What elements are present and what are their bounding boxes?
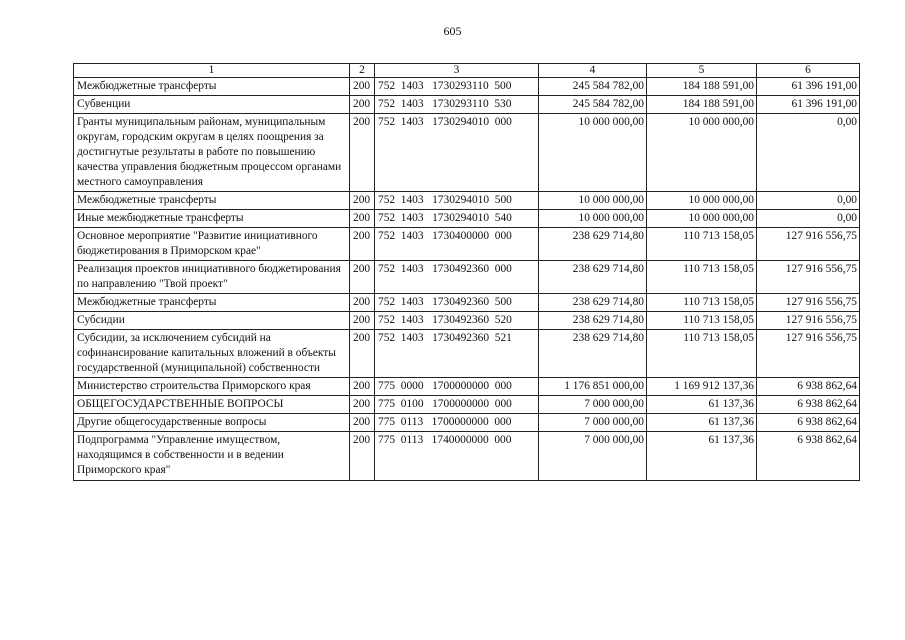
row-code-cell: 752 1403 1730492360 000 bbox=[375, 261, 539, 294]
row-value-col5: 110 713 158,05 bbox=[647, 261, 757, 294]
row-value-col4: 238 629 714,80 bbox=[539, 294, 647, 312]
row-name-cell: Министерство строительства Приморского края bbox=[74, 378, 350, 396]
row-section-cell: 200 bbox=[350, 378, 375, 396]
row-code-cell: 775 0113 1700000000 000 bbox=[375, 414, 539, 432]
row-section-cell: 200 bbox=[350, 330, 375, 378]
row-value-col5: 1 169 912 137,36 bbox=[647, 378, 757, 396]
row-section-cell: 200 bbox=[350, 414, 375, 432]
column-header-3: 3 bbox=[375, 64, 539, 78]
row-name-cell: Субсидии bbox=[74, 312, 350, 330]
table-row bbox=[74, 294, 860, 312]
row-name-cell: Субсидии, за исключением субсидий на софинансирование капитальных вложений в объекты государственной (муниципальной) собственности bbox=[74, 330, 350, 378]
row-value-col4: 238 629 714,80 bbox=[539, 261, 647, 294]
row-value-col6: 6 938 862,64 bbox=[757, 432, 860, 481]
row-value-col5: 10 000 000,00 bbox=[647, 192, 757, 210]
row-value-col5: 110 713 158,05 bbox=[647, 330, 757, 378]
row-name-cell: Другие общегосударственные вопросы bbox=[74, 414, 350, 432]
row-value-col6: 0,00 bbox=[757, 210, 860, 228]
row-name-cell: Реализация проектов инициативного бюджетирования по направлению "Твой проект" bbox=[74, 261, 350, 294]
row-value-col5: 10 000 000,00 bbox=[647, 114, 757, 192]
row-value-col6: 61 396 191,00 bbox=[757, 78, 860, 96]
row-section-cell: 200 bbox=[350, 192, 375, 210]
row-code-cell: 775 0113 1740000000 000 bbox=[375, 432, 539, 481]
row-section-cell: 200 bbox=[350, 114, 375, 192]
row-value-col6: 127 916 556,75 bbox=[757, 228, 860, 261]
row-code-cell: 752 1403 1730293110 530 bbox=[375, 96, 539, 114]
row-name-cell: Субвенции bbox=[74, 96, 350, 114]
row-code-cell: 752 1403 1730492360 500 bbox=[375, 294, 539, 312]
row-value-col4: 1 176 851 000,00 bbox=[539, 378, 647, 396]
row-code-cell: 752 1403 1730294010 540 bbox=[375, 210, 539, 228]
row-name-cell: Иные межбюджетные трансферты bbox=[74, 210, 350, 228]
table-row bbox=[74, 432, 860, 481]
row-value-col6: 6 938 862,64 bbox=[757, 414, 860, 432]
row-value-col4: 238 629 714,80 bbox=[539, 312, 647, 330]
row-code-cell: 752 1403 1730294010 500 bbox=[375, 192, 539, 210]
column-header-5: 5 bbox=[647, 64, 757, 78]
row-value-col4: 238 629 714,80 bbox=[539, 330, 647, 378]
row-code-cell: 752 1403 1730492360 521 bbox=[375, 330, 539, 378]
row-name-cell: Межбюджетные трансферты bbox=[74, 78, 350, 96]
row-value-col6: 0,00 bbox=[757, 192, 860, 210]
row-value-col4: 238 629 714,80 bbox=[539, 228, 647, 261]
table-row bbox=[74, 78, 860, 96]
row-code-cell: 775 0100 1700000000 000 bbox=[375, 396, 539, 414]
row-value-col4: 245 584 782,00 bbox=[539, 78, 647, 96]
table-row bbox=[74, 228, 860, 261]
row-value-col4: 7 000 000,00 bbox=[539, 396, 647, 414]
row-value-col5: 10 000 000,00 bbox=[647, 210, 757, 228]
row-code-cell: 752 1403 1730294010 000 bbox=[375, 114, 539, 192]
row-value-col5: 110 713 158,05 bbox=[647, 228, 757, 261]
row-name-cell: ОБЩЕГОСУДАРСТВЕННЫЕ ВОПРОСЫ bbox=[74, 396, 350, 414]
row-code-cell: 775 0000 1700000000 000 bbox=[375, 378, 539, 396]
row-value-col6: 0,00 bbox=[757, 114, 860, 192]
row-name-cell: Межбюджетные трансферты bbox=[74, 294, 350, 312]
row-name-cell: Основное мероприятие "Развитие инициативного бюджетирования в Приморском крае" bbox=[74, 228, 350, 261]
row-value-col5: 110 713 158,05 bbox=[647, 294, 757, 312]
row-section-cell: 200 bbox=[350, 78, 375, 96]
table-row bbox=[74, 114, 860, 192]
table-row bbox=[74, 414, 860, 432]
row-value-col6: 127 916 556,75 bbox=[757, 330, 860, 378]
row-value-col6: 127 916 556,75 bbox=[757, 294, 860, 312]
row-value-col6: 6 938 862,64 bbox=[757, 378, 860, 396]
row-value-col4: 7 000 000,00 bbox=[539, 432, 647, 481]
row-section-cell: 200 bbox=[350, 261, 375, 294]
row-value-col5: 61 137,36 bbox=[647, 432, 757, 481]
row-code-cell: 752 1403 1730492360 520 bbox=[375, 312, 539, 330]
row-code-cell: 752 1403 1730293110 500 bbox=[375, 78, 539, 96]
row-section-cell: 200 bbox=[350, 210, 375, 228]
table-header-row bbox=[74, 64, 860, 78]
column-header-1: 1 bbox=[74, 64, 350, 78]
row-section-cell: 200 bbox=[350, 432, 375, 481]
row-value-col4: 10 000 000,00 bbox=[539, 114, 647, 192]
table-row bbox=[74, 96, 860, 114]
row-value-col5: 184 188 591,00 bbox=[647, 96, 757, 114]
row-value-col5: 110 713 158,05 bbox=[647, 312, 757, 330]
column-header-2: 2 bbox=[350, 64, 375, 78]
row-name-cell: Подпрограмма "Управление имуществом, находящимся в собственности и в ведении Приморского края" bbox=[74, 432, 350, 481]
table-row bbox=[74, 312, 860, 330]
column-header-6: 6 bbox=[757, 64, 860, 78]
row-value-col4: 10 000 000,00 bbox=[539, 210, 647, 228]
table-row bbox=[74, 396, 860, 414]
row-name-cell: Гранты муниципальным районам, муниципальным округам, городским округам в целях поощрения за достигнутые результаты в работе по повышению качества управления бюджетным процессом органами местного самоуправления bbox=[74, 114, 350, 192]
row-value-col5: 184 188 591,00 bbox=[647, 78, 757, 96]
row-section-cell: 200 bbox=[350, 228, 375, 261]
page-number: 605 bbox=[443, 24, 462, 38]
budget-table-body bbox=[74, 64, 860, 481]
row-value-col6: 127 916 556,75 bbox=[757, 261, 860, 294]
row-value-col6: 61 396 191,00 bbox=[757, 96, 860, 114]
row-value-col5: 61 137,36 bbox=[647, 414, 757, 432]
row-value-col4: 7 000 000,00 bbox=[539, 414, 647, 432]
row-name-cell: Межбюджетные трансферты bbox=[74, 192, 350, 210]
row-section-cell: 200 bbox=[350, 294, 375, 312]
row-section-cell: 200 bbox=[350, 96, 375, 114]
table-row bbox=[74, 330, 860, 378]
row-code-cell: 752 1403 1730400000 000 bbox=[375, 228, 539, 261]
table-row bbox=[74, 210, 860, 228]
row-value-col6: 6 938 862,64 bbox=[757, 396, 860, 414]
row-section-cell: 200 bbox=[350, 312, 375, 330]
row-value-col5: 61 137,36 bbox=[647, 396, 757, 414]
table-row bbox=[74, 261, 860, 294]
column-header-4: 4 bbox=[539, 64, 647, 78]
row-value-col4: 245 584 782,00 bbox=[539, 96, 647, 114]
row-value-col6: 127 916 556,75 bbox=[757, 312, 860, 330]
table-row bbox=[74, 378, 860, 396]
budget-table bbox=[73, 63, 860, 481]
table-row bbox=[74, 192, 860, 210]
row-value-col4: 10 000 000,00 bbox=[539, 192, 647, 210]
row-section-cell: 200 bbox=[350, 396, 375, 414]
